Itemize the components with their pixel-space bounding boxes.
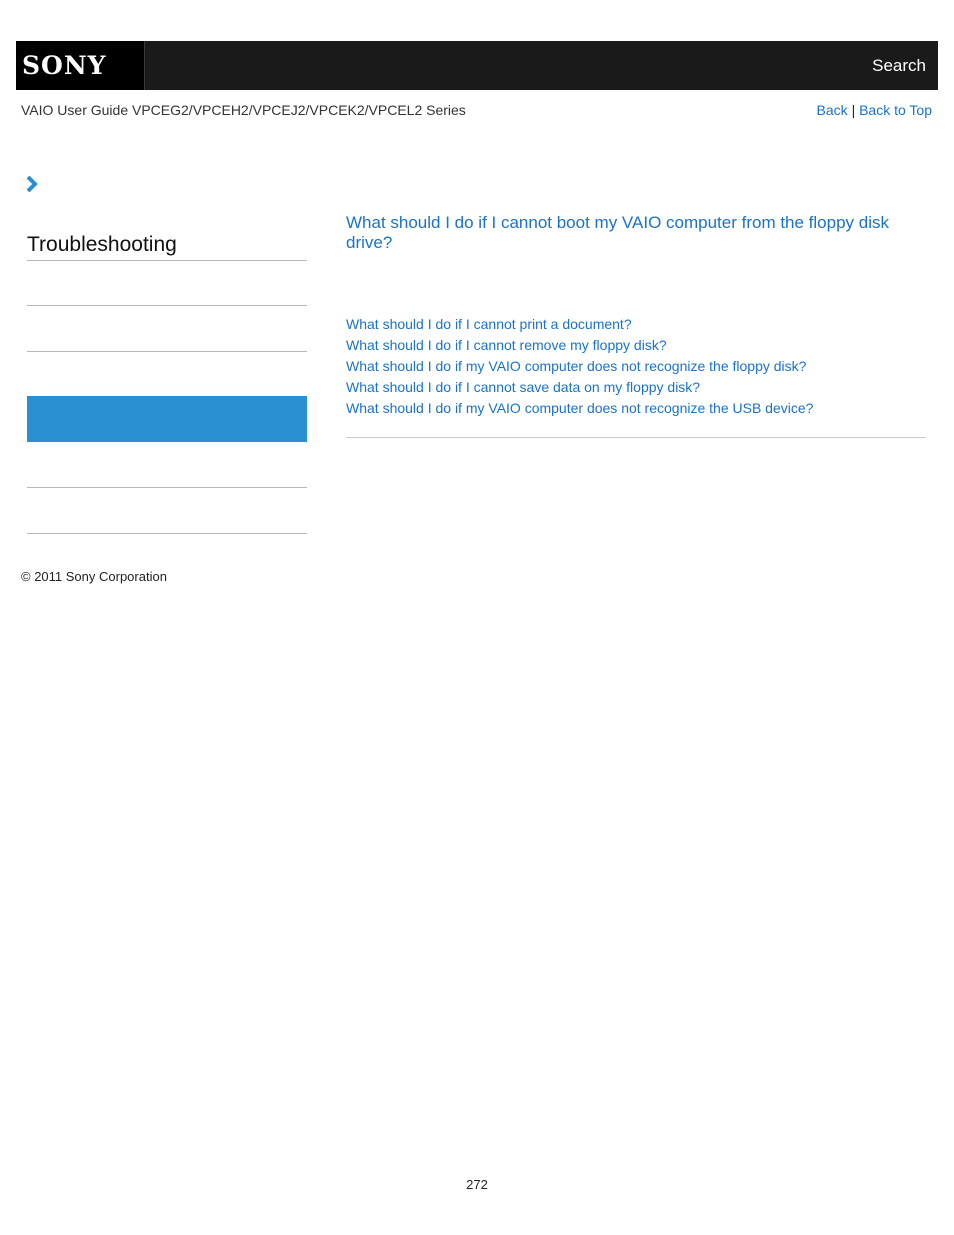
related-link[interactable]: What should I do if I cannot remove my floppy disk?: [346, 337, 667, 353]
back-to-top-link[interactable]: Back to Top: [859, 102, 932, 118]
chevron-right-icon[interactable]: [26, 176, 40, 192]
nav-separator: |: [851, 102, 856, 118]
section-title: Troubleshooting: [27, 233, 177, 256]
top-nav-links: [817, 102, 932, 118]
related-link[interactable]: What should I do if my VAIO computer does not recognize the floppy disk?: [346, 358, 807, 374]
sidebar-item-4[interactable]: [27, 443, 307, 488]
related-link[interactable]: What should I do if I cannot print a document?: [346, 316, 632, 332]
related-links-list: [346, 314, 813, 419]
related-link[interactable]: What should I do if I cannot save data on my floppy disk?: [346, 379, 701, 395]
copyright: © 2011 Sony Corporation: [21, 569, 167, 584]
sidebar-item-active[interactable]: [27, 396, 307, 442]
sidebar-item-2[interactable]: [27, 306, 307, 351]
content-divider: [346, 437, 926, 438]
header-bar: [16, 41, 938, 90]
sidebar-divider: [27, 351, 307, 352]
page-number: 272: [466, 1177, 488, 1192]
back-link[interactable]: Back: [816, 102, 848, 118]
page-title: What should I do if I cannot boot my VAIO computer from the floppy disk drive?: [346, 213, 889, 252]
search-link[interactable]: Search: [872, 56, 926, 75]
sidebar-item-5[interactable]: [27, 488, 307, 533]
related-link[interactable]: What should I do if my VAIO computer does not recognize the USB device?: [346, 400, 814, 416]
sony-logo[interactable]: [16, 41, 145, 90]
guide-title: VAIO User Guide VPCEG2/VPCEH2/VPCEJ2/VPCEK2/VPCEL2 Series: [21, 102, 466, 118]
sidebar-divider: [27, 533, 307, 534]
sidebar-item-1[interactable]: [27, 261, 307, 306]
logo-text: SONY: [22, 51, 107, 80]
